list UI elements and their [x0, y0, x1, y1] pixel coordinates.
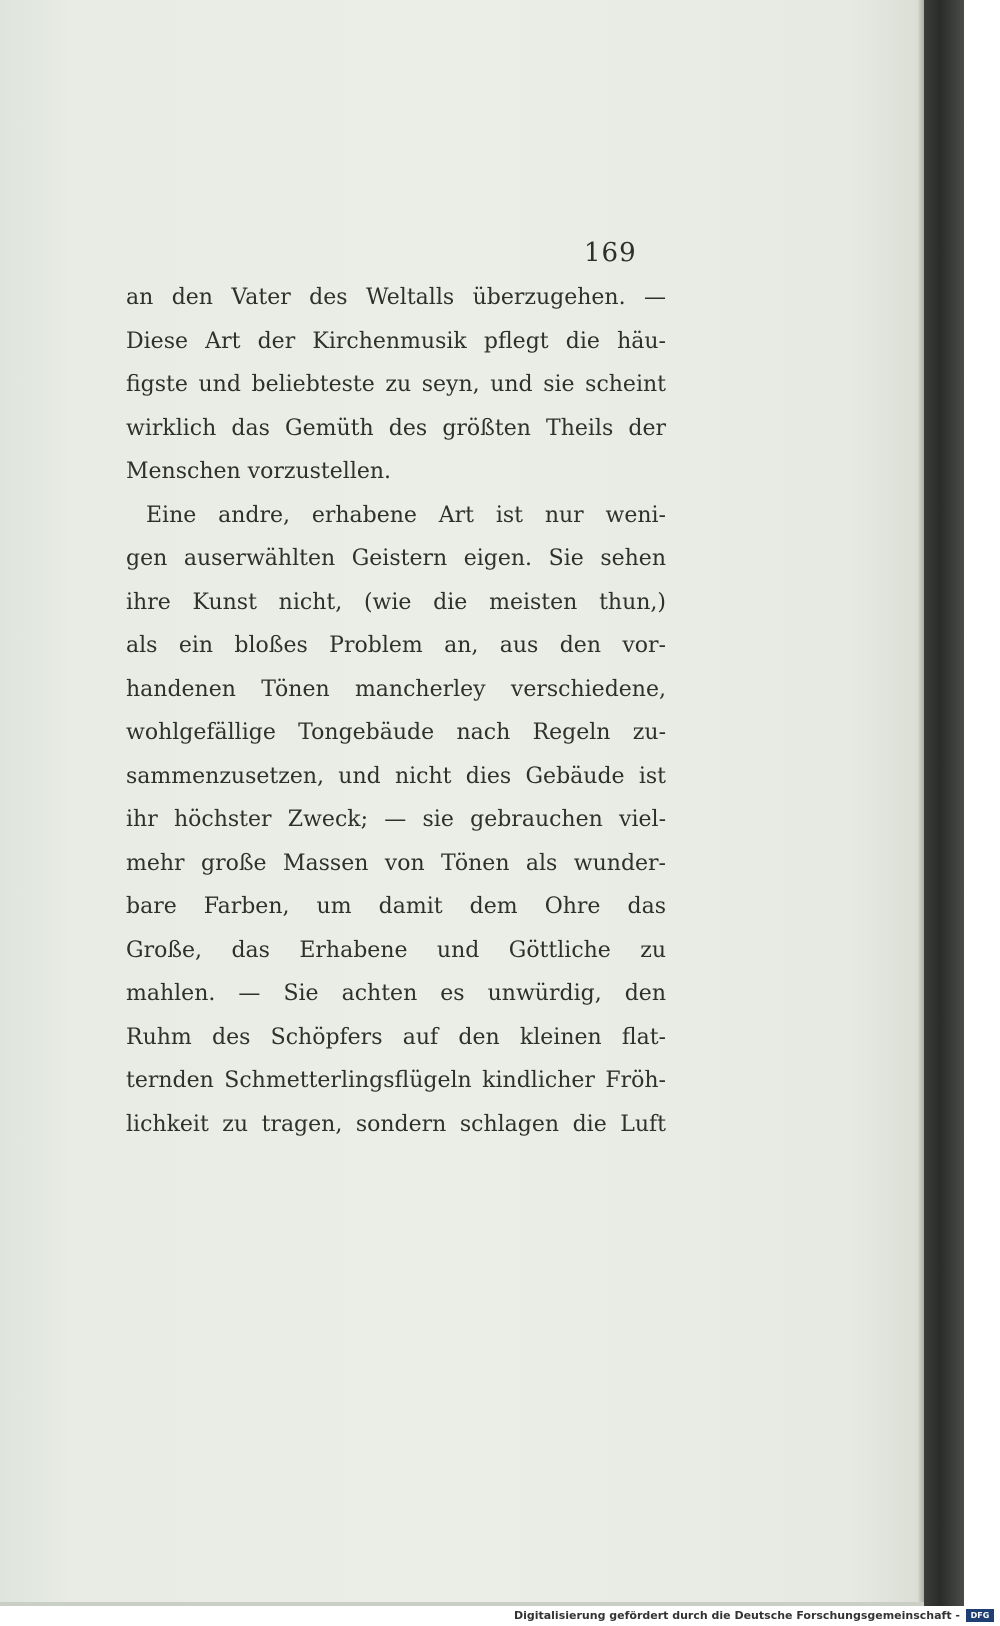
page-number: 169	[584, 238, 637, 268]
text-line: Eine andre, erhabene Art ist nur weni-	[146, 502, 666, 528]
dfg-logo: DFG	[966, 1609, 994, 1622]
text-line: als ein bloßes Problem an, aus den vor-	[126, 633, 666, 658]
text-line: mehr große Massen von Tönen als wunder-	[126, 850, 666, 876]
text-line: gen auserwählten Geistern eigen. Sie sehen	[126, 546, 666, 571]
text-line: sammenzusetzen, und nicht dies Gebäude ist	[126, 763, 666, 789]
text-line: figste und beliebteste zu seyn, und sie scheint	[126, 372, 666, 397]
funding-notice: Digitalisierung gefördert durch die Deutsche Forschungsgemeinschaft -	[513, 1609, 960, 1622]
text-line: ternden Schmetterlingsflügeln kindlicher Fröh-	[126, 1068, 666, 1093]
text-line: bare Farben, um damit dem Ohre das	[126, 894, 666, 919]
text-line: Diese Art der Kirchenmusik pflegt die häu-	[126, 328, 666, 354]
book-binding	[924, 0, 964, 1606]
footer-bar	[0, 1606, 1000, 1626]
text-line: wirklich das Gemüth des größten Theils der	[126, 415, 666, 441]
text-line: lichkeit zu tragen, sondern schlagen die Luft	[126, 1111, 666, 1137]
text-line: mahlen. — Sie achten es unwürdig, den	[126, 981, 666, 1006]
text-line: ihre Kunst nicht, (wie die meisten thun,)	[126, 589, 666, 615]
text-line: Große, das Erhabene und Göttliche zu	[126, 937, 666, 963]
text-line: ihr höchster Zweck; — sie gebrauchen viel-	[126, 807, 666, 832]
text-line: Ruhm des Schöpfers auf den kleinen flat-	[126, 1024, 666, 1050]
text-line: wohlgefällige Tongebäude nach Regeln zu-	[126, 720, 666, 745]
body-text	[126, 276, 666, 1146]
text-line: handenen Tönen mancherley verschiedene,	[126, 676, 666, 702]
text-line: Menschen vorzustellen.	[126, 459, 392, 484]
text-line: an den Vater des Weltalls überzugehen. —	[126, 285, 666, 310]
